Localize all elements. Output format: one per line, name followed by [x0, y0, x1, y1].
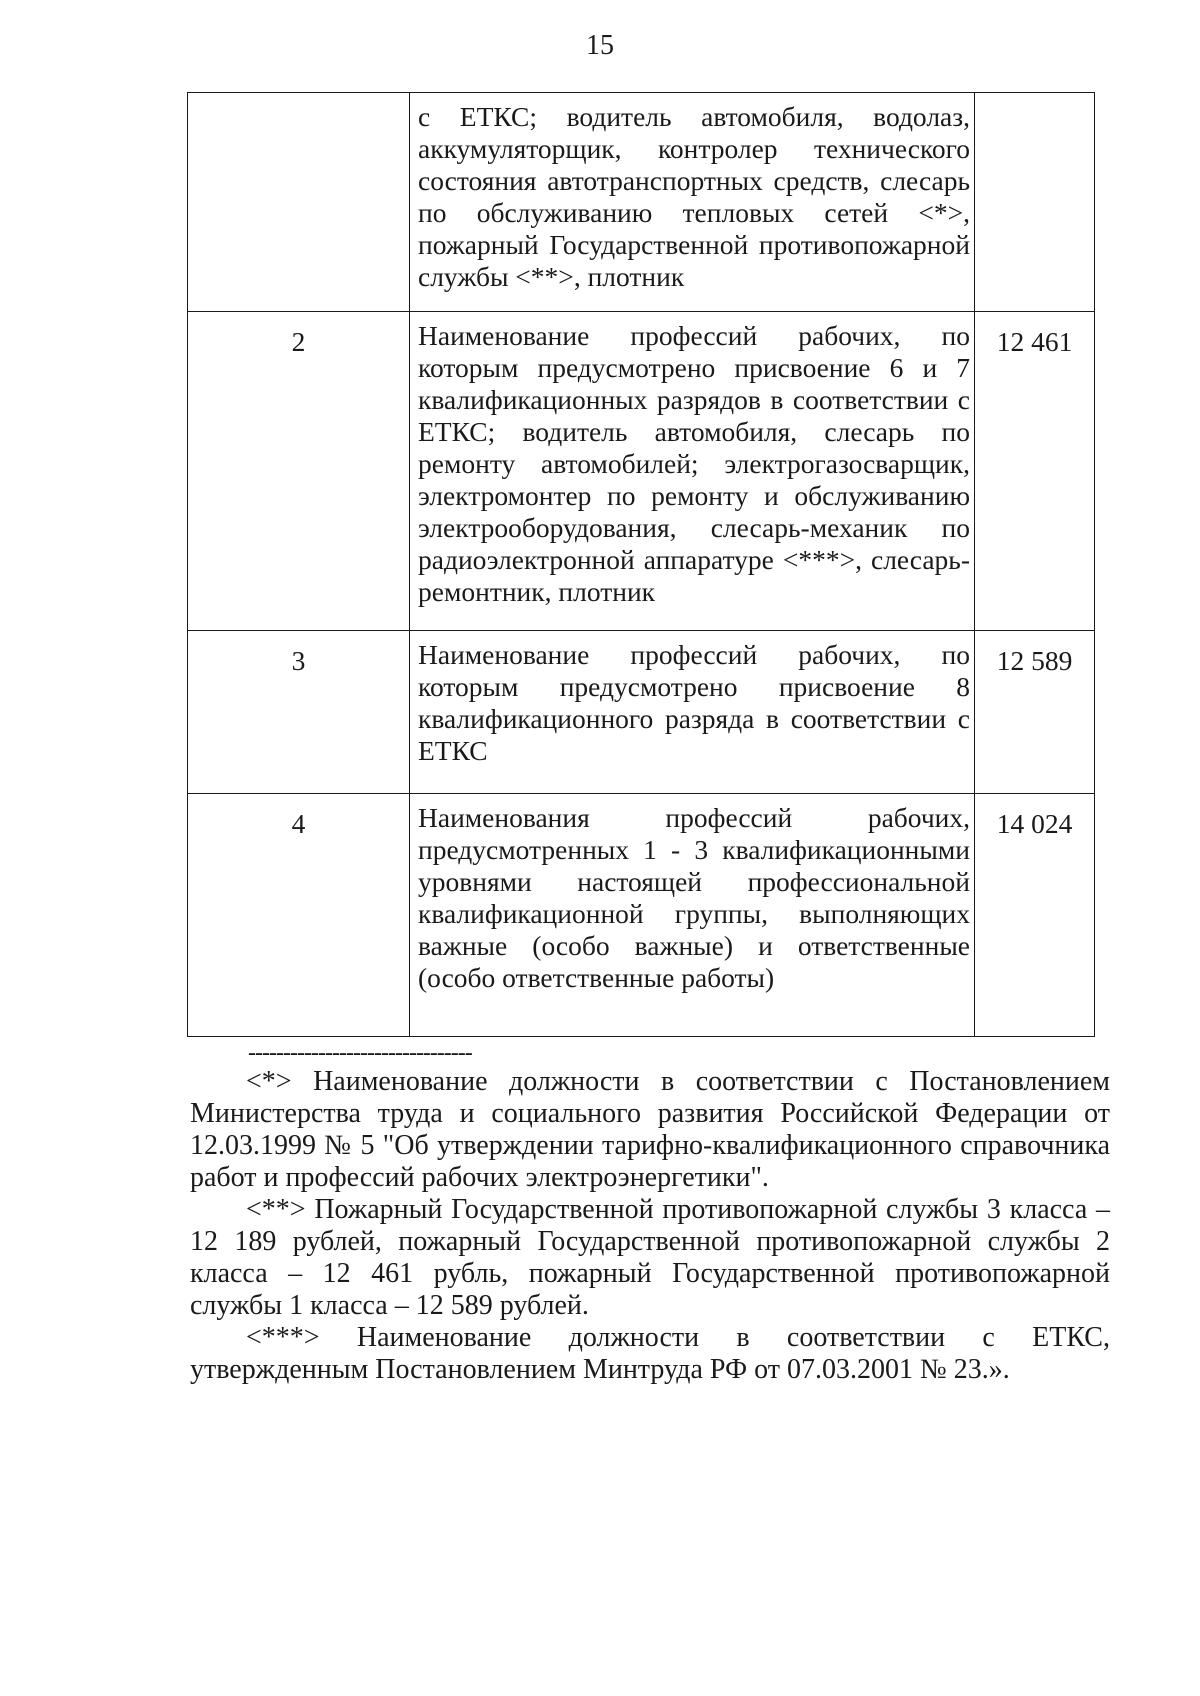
row-description-cell: Наименования профессий рабочих, предусмотренных 1 - 3 квалификационными уровнями настоящей профессиональной квалификационной группы, выполняющих важные (особо важные) и ответственные (особо ответственные работы) [410, 794, 975, 1037]
footnote-single-asterisk: <*> Наименование должности в соответствии с Постановлением Министерства труда и социального развития Российской Федерации от 12.03.1999 № 5 "Об утверждении тарифно-квалификационного справочника работ и профессий рабочих электроэнергетики". [190, 1066, 1110, 1193]
footnote-triple-asterisk: <***> Наименование должности в соответствии с ЕТКС, утвержденным Постановлением Минтруда РФ от 07.03.2001 № 23.». [190, 1322, 1110, 1385]
table-row [188, 312, 1095, 631]
salary-table [187, 92, 1095, 1037]
row-description-cell: с ЕТКС; водитель автомобиля, водолаз, аккумуляторщик, контролер технического состояния автотранспортных средств, слесарь по обслуживанию тепловых сетей <*>, пожарный Государственной противопожарной службы <**>, плотник [410, 93, 975, 312]
row-value-cell [975, 93, 1095, 312]
table-row [188, 631, 1095, 794]
row-description-cell: Наименование профессий рабочих, по которым предусмотрено присвоение 6 и 7 квалификационных разрядов в соответствии с ЕТКС; водитель автомобиля, слесарь по ремонту автомобилей; электрогазосварщик, электромонтер по ремонту и обслуживанию электрооборудования, слесарь-механик по радиоэлектронной аппаратуре <***>, слесарь-ремонтник, плотник [410, 312, 975, 631]
row-description-cell: Наименование профессий рабочих, по которым предусмотрено присвоение 8 квалификационного разряда в соответствии с ЕТКС [410, 631, 975, 794]
row-value-cell: 14 024 [975, 794, 1095, 1037]
row-value-cell: 12 461 [975, 312, 1095, 631]
row-number-cell [188, 93, 410, 312]
table-row [188, 93, 1095, 312]
row-number-cell: 4 [188, 794, 410, 1037]
row-number-cell: 2 [188, 312, 410, 631]
table-row [188, 794, 1095, 1037]
row-number-cell: 3 [188, 631, 410, 794]
footnote-separator: -------------------------------- [248, 1040, 472, 1066]
footnotes [190, 1066, 1110, 1386]
page-number: 15 [586, 30, 614, 61]
footnote-double-asterisk: <**> Пожарный Государственной противопожарной службы 3 класса – 12 189 рублей, пожарный Государственной противопожарной службы 2 класса – 12 461 рубль, пожарный Государственной противопожарной службы 1 класса – 12 589 рублей. [190, 1194, 1110, 1321]
row-value-cell: 12 589 [975, 631, 1095, 794]
